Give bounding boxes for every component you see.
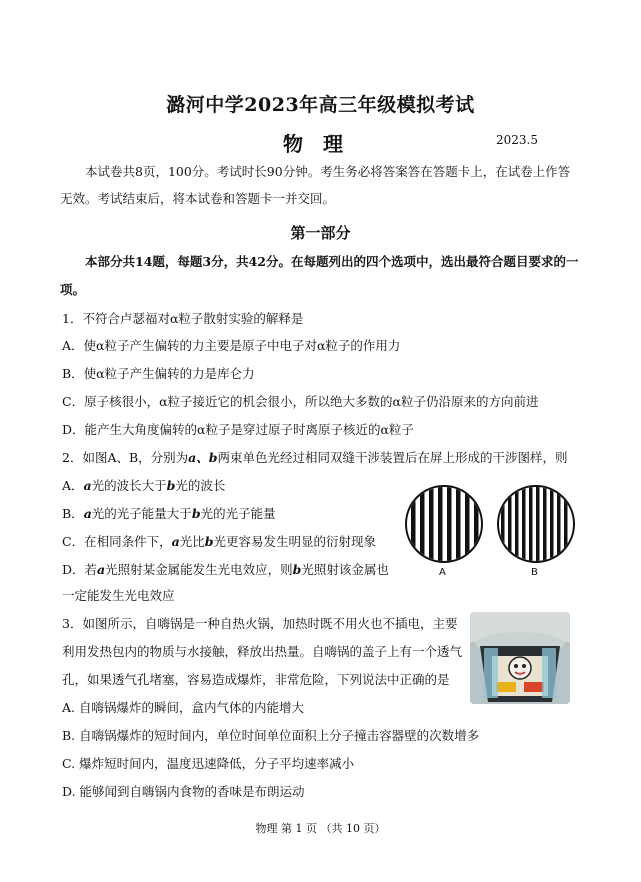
exam-date: 2023.5 [496,133,538,147]
q1-stem: 1．不符合卢瑟福对α粒子散射实验的解释是 [62,311,304,326]
q3-option-c: C. 爆炸短时间内，温度迅速降低，分子平均速率减小 [62,756,355,771]
page-title: 潞河中学2023年高三年级模拟考试 [166,94,475,116]
q3-option-d: D. 能够闻到自嗨锅内食物的香味是布朗运动 [62,784,305,799]
figure-label-b: B [531,567,538,578]
part-title: 第一部分 [290,224,351,242]
q1-option-a: A．使α粒子产生偏转的力主要是原子中电子对α粒子的作用力 [62,338,401,353]
q1-option-d: D．能产生大角度偏转的α粒子是穿过原子时离原子核近的α粒子 [62,422,414,437]
q2-option-d-continued: 一定能发生光电效应 [62,588,175,603]
q3-stem-line1: 3．如图所示，自嗨锅是一种自热火锅，加热时既不用火也不插电，主要 [62,616,458,631]
part-description: 本部分共14题，每题3分，共42分。在每题列出的四个选项中，选出最符合题目要求的一项。 [60,254,579,297]
q3-option-b: B. 自嗨锅爆炸的短时间内，单位时间单位面积上分子撞击容器壁的次数增多 [62,728,480,743]
q3-stem-line3: 孔，如果透气孔堵塞，容易造成爆炸，非常危险，下列说法中正确的是 [62,672,450,687]
interference-figure [405,485,585,580]
q3-option-a: A. 自嗨锅爆炸的瞬间，盒内气体的内能增大 [62,700,304,715]
q2-option-a: A．a光的波长大于b光的波长 [62,478,226,493]
q2-stem: 2．如图A、B，分别为a、b两束单色光经过相同双缝干涉装置后在屏上形成的干涉图样，则 [62,450,568,465]
self-heating-hotpot-photo [470,612,570,704]
interference-pattern-b [497,485,575,563]
q1-option-c: C．原子核很小，α粒子接近它的机会很小，所以绝大多数的α粒子仍沿原来的方向前进 [62,394,539,409]
page-footer: 物理 第 1 页 （共 10 页） [255,822,386,835]
q2-option-c: C．在相同条件下，a光比b光更容易发生明显的衍射现象 [62,534,376,549]
q1-option-b: B．使α粒子产生偏转的力是库仑力 [62,366,255,381]
q2-option-d: D．若a光照射某金属能发生光电效应，则b光照射该金属也 [62,562,389,577]
q3-stem-line2: 利用发热包内的物质与水接触，释放出热量。自嗨锅的盖子上有一个透气 [62,644,463,659]
q2-option-b: B．a光的光子能量大于b光的光子能量 [62,506,276,521]
subject-title: 物理 [283,132,363,156]
interference-pattern-a [405,485,483,563]
exam-instructions: 本试卷共8页，100分。考试时长90分钟。考生务必将答案答在答题卡上，在试卷上作答无效。考试结束后，将本试卷和答题卡一并交回。 [60,164,571,206]
figure-label-a: A [439,567,446,578]
